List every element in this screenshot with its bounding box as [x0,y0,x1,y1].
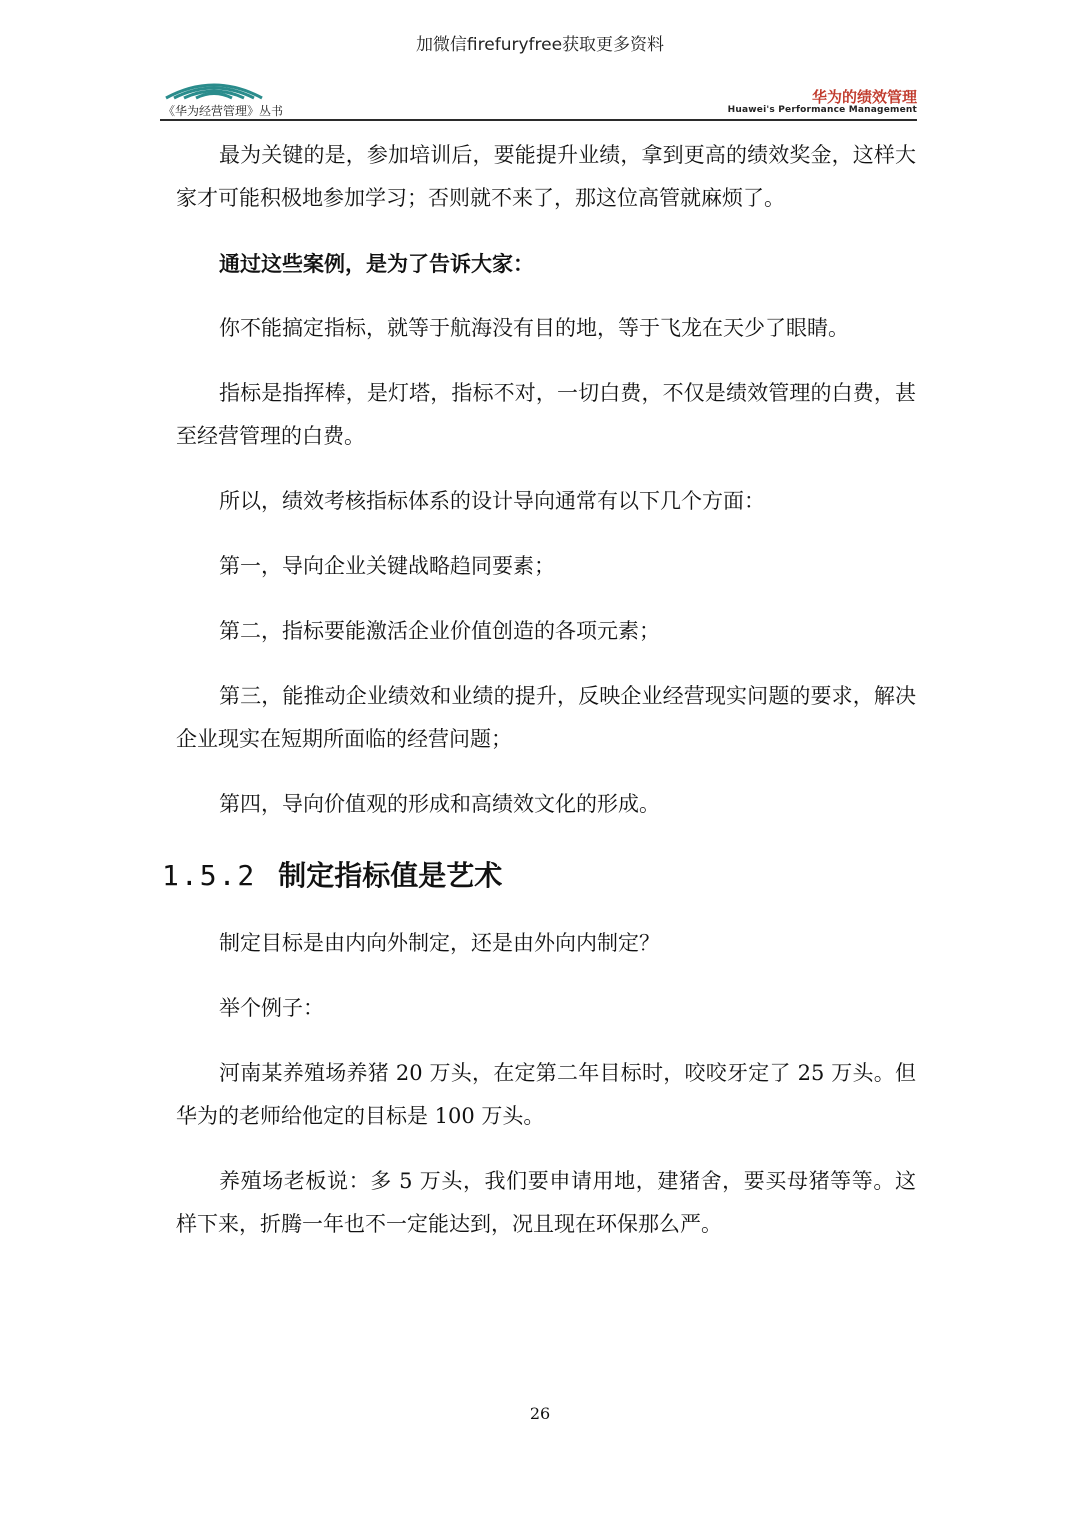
page-body [162,134,916,1246]
header-rule [160,119,917,121]
book-title-block [728,89,917,116]
section-number: 1.5.2 [162,859,257,892]
paragraph: 所以，绩效考核指标体系的设计导向通常有以下几个方面： [219,489,765,513]
paragraph: 制定目标是由内向外制定，还是由外向内制定？ [219,931,660,955]
section-heading [162,856,916,896]
paragraph: 举个例子： [219,996,324,1020]
bold-paragraph: 通过这些案例，是为了告诉大家： [219,251,534,276]
page-number: 26 [529,1404,551,1423]
section-title: 制定指标值是艺术 [278,859,503,892]
book-title-en: Huawei's Performance Management [727,105,917,115]
paragraph: 最为关键的是，参加培训后，要能提升业绩，拿到更高的绩效奖金，这样大家才可能积极地参加学习；否则就不来了，那这位高管就麻烦了。 [176,143,916,210]
paragraph: 你不能搞定指标，就等于航海没有目的地，等于飞龙在天少了眼睛。 [219,316,849,340]
paragraph: 河南某养殖场养猪 20 万头，在定第二年目标时，咬咬牙定了 25 万头。但华为的老师给他定的目标是 100 万头。 [176,1061,916,1128]
paragraph: 第四，导向价值观的形成和高绩效文化的形成。 [219,792,660,816]
watermark-text: 加微信firefuryfree获取更多资料 [415,35,665,55]
paragraph: 指标是指挥棒，是灯塔，指标不对，一切白费，不仅是绩效管理的白费，甚至经营管理的白费。 [176,381,916,448]
book-title-cn: 华为的绩效管理 [811,88,917,106]
series-title: 《华为经营管理》丛书 [163,104,284,118]
paragraph: 养殖场老板说：多 5 万头，我们要申请用地，建猪舍，要买母猪等等。这样下来，折腾一年也不一定能达到，况且现在环保那么严。 [176,1169,916,1236]
paragraph: 第三，能推动企业绩效和业绩的提升，反映企业经营现实问题的要求，解决企业现实在短期所面临的经营问题； [176,684,916,751]
mountain-logo-icon [164,76,264,102]
paragraph: 第二，指标要能激活企业价值创造的各项元素； [219,619,660,643]
paragraph: 第一，导向企业关键战略趋同要素； [219,554,555,578]
